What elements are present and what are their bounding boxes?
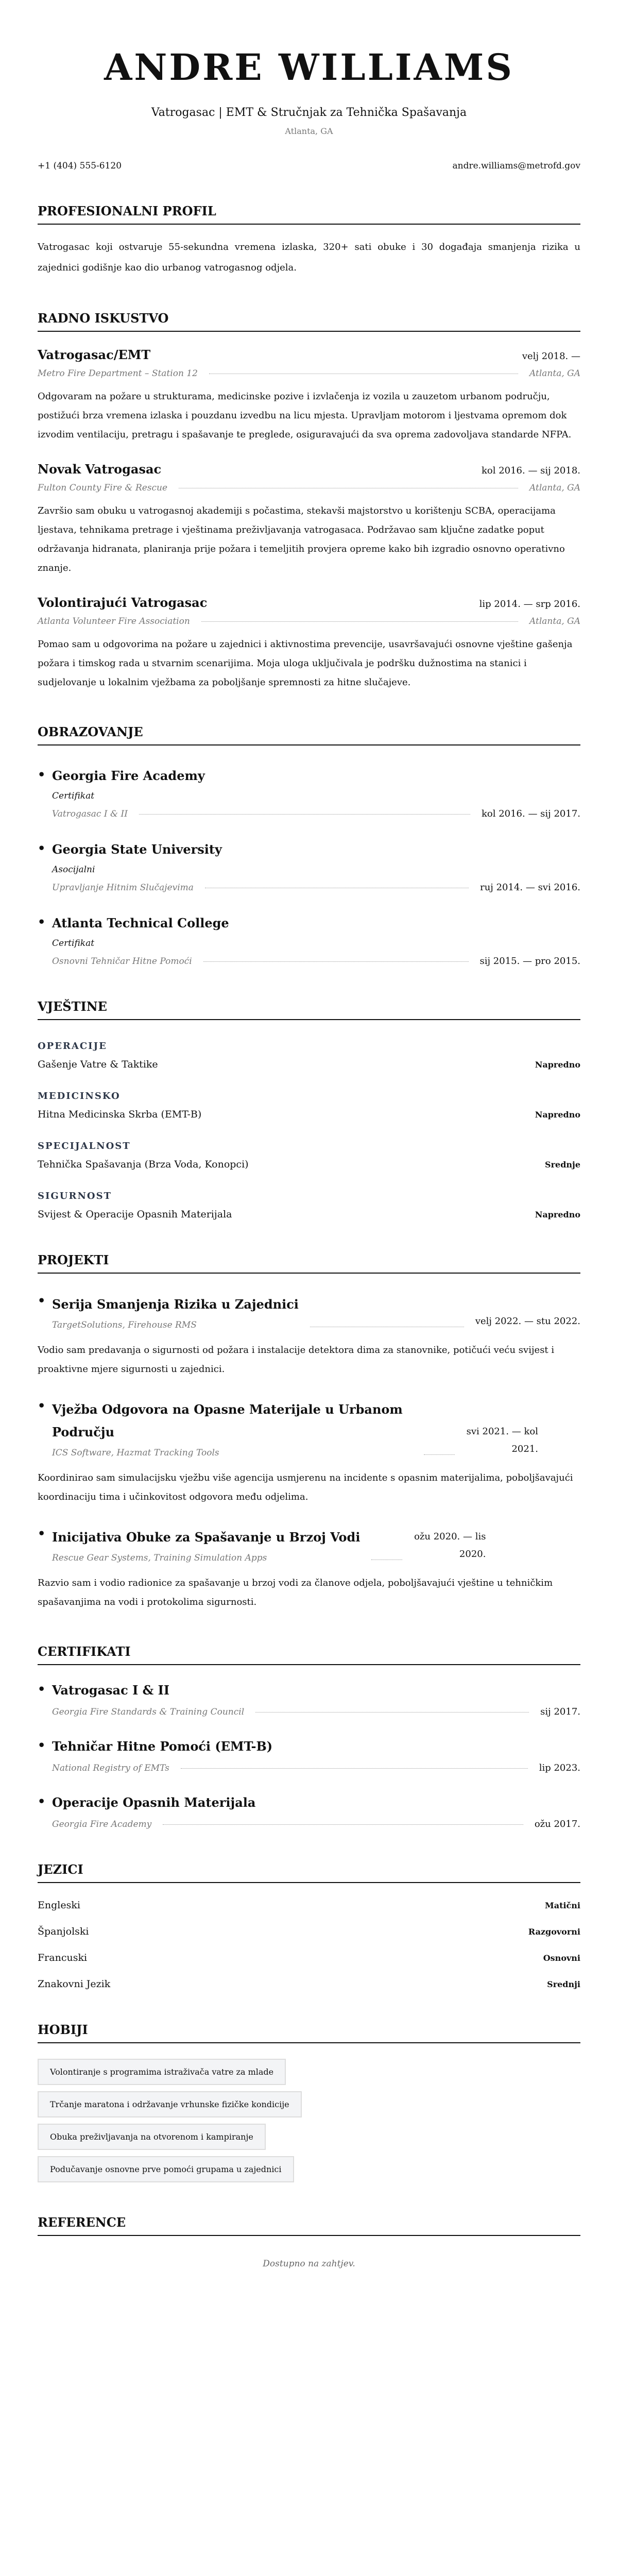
certification-date: lip 2023. — [539, 1762, 580, 1773]
education-details — [52, 808, 580, 819]
hobby-chip: Podučavanje osnovne prve pomoći grupama u zajednici — [38, 2156, 294, 2182]
job-subheader — [38, 483, 580, 493]
hobby-chip: Volontiranje s programima istraživača vatre za mlade — [38, 2059, 286, 2085]
project-tech: Rescue Gear Systems, Training Simulation Apps — [52, 1553, 267, 1563]
job-location: Atlanta, GA — [529, 616, 580, 626]
skill-category: SPECIJALNOST — [38, 1141, 131, 1151]
email[interactable]: andre.williams@metrofd.gov — [452, 161, 580, 171]
skill-level: Napredno — [535, 1110, 580, 1120]
project-entry — [38, 1398, 580, 1506]
project-title: Vježba Odgovora na Opasne Materijale u Urbanom Području — [52, 1402, 403, 1439]
education-dates: ruj 2014. — svi 2016. — [480, 882, 580, 893]
company-name: Atlanta Volunteer Fire Association — [38, 616, 190, 626]
certification-issuer: National Registry of EMTs — [52, 1763, 169, 1773]
job-dates: lip 2014. — srp 2016. — [479, 599, 580, 609]
language-row — [38, 1978, 580, 1990]
project-info — [52, 1526, 360, 1563]
section-heading: VJEŠTINE — [38, 998, 580, 1020]
candidate-name: ANDRE WILLIAMS — [104, 46, 514, 89]
language-row — [38, 1926, 580, 1937]
certification-name: Vatrogasac I & II — [52, 1683, 170, 1698]
job-title: Novak Vatrogasac — [38, 462, 162, 477]
profile-text: Vatrogasac koji ostvaruje 55-sekundna vremena izlaska, 320+ sati obuke i 30 događaja smanjenja rizika u zajednici godišnje kao dio urbanog vatrogasnog odjela. — [38, 242, 580, 273]
phone[interactable]: +1 (404) 555-6120 — [38, 161, 122, 171]
company-name: Fulton County Fire & Rescue — [38, 483, 168, 493]
skill-name: Tehnička Spašavanja (Brza Voda, Konopci) — [38, 1159, 249, 1170]
certification-list — [38, 1682, 580, 1829]
project-tech: ICS Software, Hazmat Tracking Tools — [52, 1448, 219, 1458]
skill-row — [38, 1109, 580, 1120]
contact-row — [38, 161, 580, 171]
experience-section — [38, 310, 580, 692]
school-name: Georgia Fire Academy — [52, 768, 205, 783]
bullet-icon: • — [38, 1682, 46, 1697]
job-dates: velj 2018. — — [522, 351, 580, 362]
job-dates: kol 2016. — sij 2018. — [481, 465, 580, 476]
skill-category: OPERACIJE — [38, 1041, 107, 1052]
skills-section — [38, 998, 580, 1220]
section-heading: OBRAZOVANJE — [38, 724, 580, 745]
project-header — [52, 1398, 580, 1458]
language-name: Francuski — [38, 1952, 88, 1963]
education-dates: sij 2015. — pro 2015. — [479, 956, 580, 967]
languages-section — [38, 1861, 580, 1990]
field-of-study: Upravljanje Hitnim Slučajevima — [52, 883, 194, 893]
dotted-leader — [163, 1824, 523, 1825]
skill-level: Napredno — [535, 1060, 580, 1070]
bullet-icon: • — [38, 841, 46, 856]
projects-section — [38, 1252, 580, 1612]
job-description: Odgovaram na požare u strukturama, medicinske pozive i izvlačenja iz vozila u zauzetom urbanom području, postižući brza vremena izlaska i pouzdanu izvedbu na licu mjesta. Upravljam motorom i ljestvama opremom dok izvodim ventilaciju, pretragu i spašavanje te preglede, osiguravajući da sva oprema zadovoljava standarde NFPA. — [38, 391, 572, 440]
certification-details — [52, 1819, 580, 1829]
certification-name: Operacije Opasnih Materijala — [52, 1795, 256, 1810]
job-location: Atlanta, GA — [529, 483, 580, 493]
certification-details — [52, 1762, 580, 1773]
skill-row — [38, 1209, 580, 1220]
section-heading: JEZICI — [38, 1861, 580, 1883]
certification-name: Tehničar Hitne Pomoći (EMT-B) — [52, 1739, 273, 1754]
certification-date: ožu 2017. — [534, 1819, 580, 1829]
certification-issuer: Georgia Fire Academy — [52, 1819, 152, 1829]
section-heading: REFERENCE — [38, 2214, 580, 2236]
job-location: Atlanta, GA — [529, 368, 580, 379]
project-dates: velj 2022. — stu 2022. — [475, 1316, 580, 1327]
skills-list — [38, 1041, 580, 1220]
skill-name: Gašenje Vatre & Taktike — [38, 1059, 158, 1070]
project-header — [52, 1293, 580, 1330]
education-entry — [38, 841, 580, 893]
education-entry — [38, 767, 580, 819]
job-list — [38, 347, 580, 692]
dotted-leader — [201, 621, 518, 622]
project-info — [52, 1398, 413, 1458]
bullet-icon: • — [38, 1526, 46, 1541]
profile-section — [38, 203, 580, 278]
project-description: Koordinirao sam simulacijsku vježbu više agencija usmjerenu na incidente s opasnim materijalima, poboljšavajući koordinaciju tima i učinkovitost odgovora među odjelima. — [38, 1472, 573, 1502]
project-dates: svi 2021. — kol 2021. — [466, 1426, 538, 1454]
resume-header — [38, 44, 580, 171]
language-level: Osnovni — [543, 1953, 580, 1963]
project-list — [38, 1293, 580, 1612]
bullet-icon: • — [38, 767, 46, 782]
section-heading: PROFESIONALNI PROFIL — [38, 203, 580, 225]
section-heading: CERTIFIKATI — [38, 1643, 580, 1665]
candidate-location: Atlanta, GA — [285, 126, 333, 136]
certification-entry — [38, 1682, 580, 1717]
section-heading: PROJEKTI — [38, 1252, 580, 1274]
certification-entry — [38, 1738, 580, 1773]
education-details — [52, 882, 580, 893]
language-name: Španjolski — [38, 1926, 89, 1937]
education-entry — [38, 914, 580, 967]
field-of-study: Osnovni Tehničar Hitne Pomoći — [52, 956, 192, 967]
job-header — [38, 595, 580, 610]
degree: Certifikat — [52, 938, 95, 948]
skill-category: SIGURNOST — [38, 1191, 112, 1201]
skill-name: Svijest & Operacije Opasnih Materijala — [38, 1209, 232, 1220]
dotted-leader — [255, 1712, 529, 1713]
school-name: Georgia State University — [52, 842, 222, 857]
degree: Asocijalni — [52, 865, 95, 875]
skill-level: Srednje — [545, 1160, 580, 1170]
dotted-leader — [181, 1768, 528, 1769]
project-entry — [38, 1526, 580, 1612]
hobby-chip: Obuka preživljavanja na otvorenom i kampiranje — [38, 2124, 266, 2150]
job-description: Završio sam obuku u vatrogasnoj akademiji s počastima, stekavši majstorstvo u korištenju SCBA, operacijama ljestava, tehnikama pretrage i vještinama preživljavanja vatrogasaca. Podržavao sam ključne zadatke poput održavanja hidranata, planiranja prije požara i temeljitih provjera opreme kako bih izgradio osnovno operativno znanje. — [38, 505, 565, 573]
skill-name: Hitna Medicinska Skrba (EMT-B) — [38, 1109, 202, 1120]
bullet-icon: • — [38, 1794, 46, 1809]
dotted-leader — [139, 814, 470, 815]
hobby-chip: Trčanje maratona i održavanje vrhunske fizičke kondicije — [38, 2091, 302, 2117]
education-list — [38, 767, 580, 967]
skill-level: Napredno — [535, 1210, 580, 1219]
job-entry — [38, 595, 580, 692]
bullet-icon: • — [38, 914, 46, 929]
education-details — [52, 956, 580, 967]
skill-row — [38, 1059, 580, 1070]
certification-issuer: Georgia Fire Standards & Training Council — [52, 1707, 245, 1717]
bullet-icon: • — [38, 1398, 46, 1413]
language-level: Razgovorni — [528, 1927, 580, 1937]
project-header — [52, 1526, 580, 1563]
references-text: Dostupno na zahtjev. — [263, 2259, 355, 2269]
bullet-icon: • — [38, 1738, 46, 1753]
language-name: Znakovni Jezik — [38, 1978, 111, 1990]
language-row — [38, 1952, 580, 1963]
job-entry — [38, 347, 580, 444]
project-title: Serija Smanjenja Rizika u Zajednici — [52, 1297, 299, 1312]
bullet-icon: • — [38, 1293, 46, 1308]
language-list — [38, 1900, 580, 1990]
candidate-title: Vatrogasac | EMT & Stručnjak za Tehnička Spašavanja — [151, 106, 467, 119]
education-section — [38, 724, 580, 967]
project-info — [52, 1293, 299, 1330]
field-of-study: Vatrogasac I & II — [52, 809, 128, 819]
certification-entry — [38, 1794, 580, 1829]
dotted-leader — [424, 1454, 455, 1455]
job-title: Volontirajući Vatrogasac — [38, 595, 208, 610]
job-header — [38, 347, 580, 362]
project-entry — [38, 1293, 580, 1379]
language-level: Srednji — [547, 1979, 580, 1989]
hobby-list — [38, 2059, 580, 2182]
section-heading: HOBIJI — [38, 2022, 580, 2043]
certification-details — [52, 1706, 580, 1717]
language-row — [38, 1900, 580, 1911]
job-header — [38, 462, 580, 477]
dotted-leader — [203, 961, 469, 962]
references-section — [38, 2214, 580, 2269]
job-subheader — [38, 368, 580, 379]
job-subheader — [38, 616, 580, 626]
certifications-section — [38, 1643, 580, 1829]
certification-date: sij 2017. — [540, 1706, 580, 1717]
school-name: Atlanta Technical College — [52, 916, 229, 930]
project-title: Inicijativa Obuke za Spašavanje u Brzoj Vodi — [52, 1530, 360, 1545]
language-level: Matični — [545, 1901, 580, 1910]
hobbies-section — [38, 2022, 580, 2182]
project-tech: TargetSolutions, Firehouse RMS — [52, 1320, 197, 1330]
skill-category: MEDICINSKO — [38, 1091, 121, 1101]
skill-row — [38, 1159, 580, 1170]
job-description: Pomao sam u odgovorima na požare u zajednici i aktivnostima prevencije, usavršavajući osnovne vještine gašenja požara i timskog rada u stvarnim scenarijima. Moja uloga uključivala je podršku dužnostima na stanici i sudjelovanje u lokalnim vježbama za poboljšanje spremnosti za hitne slučajeve. — [38, 639, 573, 688]
degree: Certifikat — [52, 791, 95, 801]
project-description: Razvio sam i vodio radionice za spašavanje u brzoj vodi za članove odjela, poboljšavajući vještine u tehničkim spašavanjima na vodi i protokolima sigurnosti. — [38, 1578, 553, 1607]
education-dates: kol 2016. — sij 2017. — [481, 808, 580, 819]
job-title: Vatrogasac/EMT — [38, 347, 151, 362]
project-dates: ožu 2020. — lis 2020. — [414, 1531, 486, 1560]
language-name: Engleski — [38, 1900, 80, 1911]
company-name: Metro Fire Department – Station 12 — [38, 368, 198, 379]
section-heading: RADNO ISKUSTVO — [38, 310, 580, 332]
project-description: Vodio sam predavanja o sigurnosti od požara i instalacije detektora dima za stanovnike, potičući veću svijest i proaktivne mjere sigurnosti u zajednici. — [38, 1345, 555, 1375]
job-entry — [38, 462, 580, 578]
